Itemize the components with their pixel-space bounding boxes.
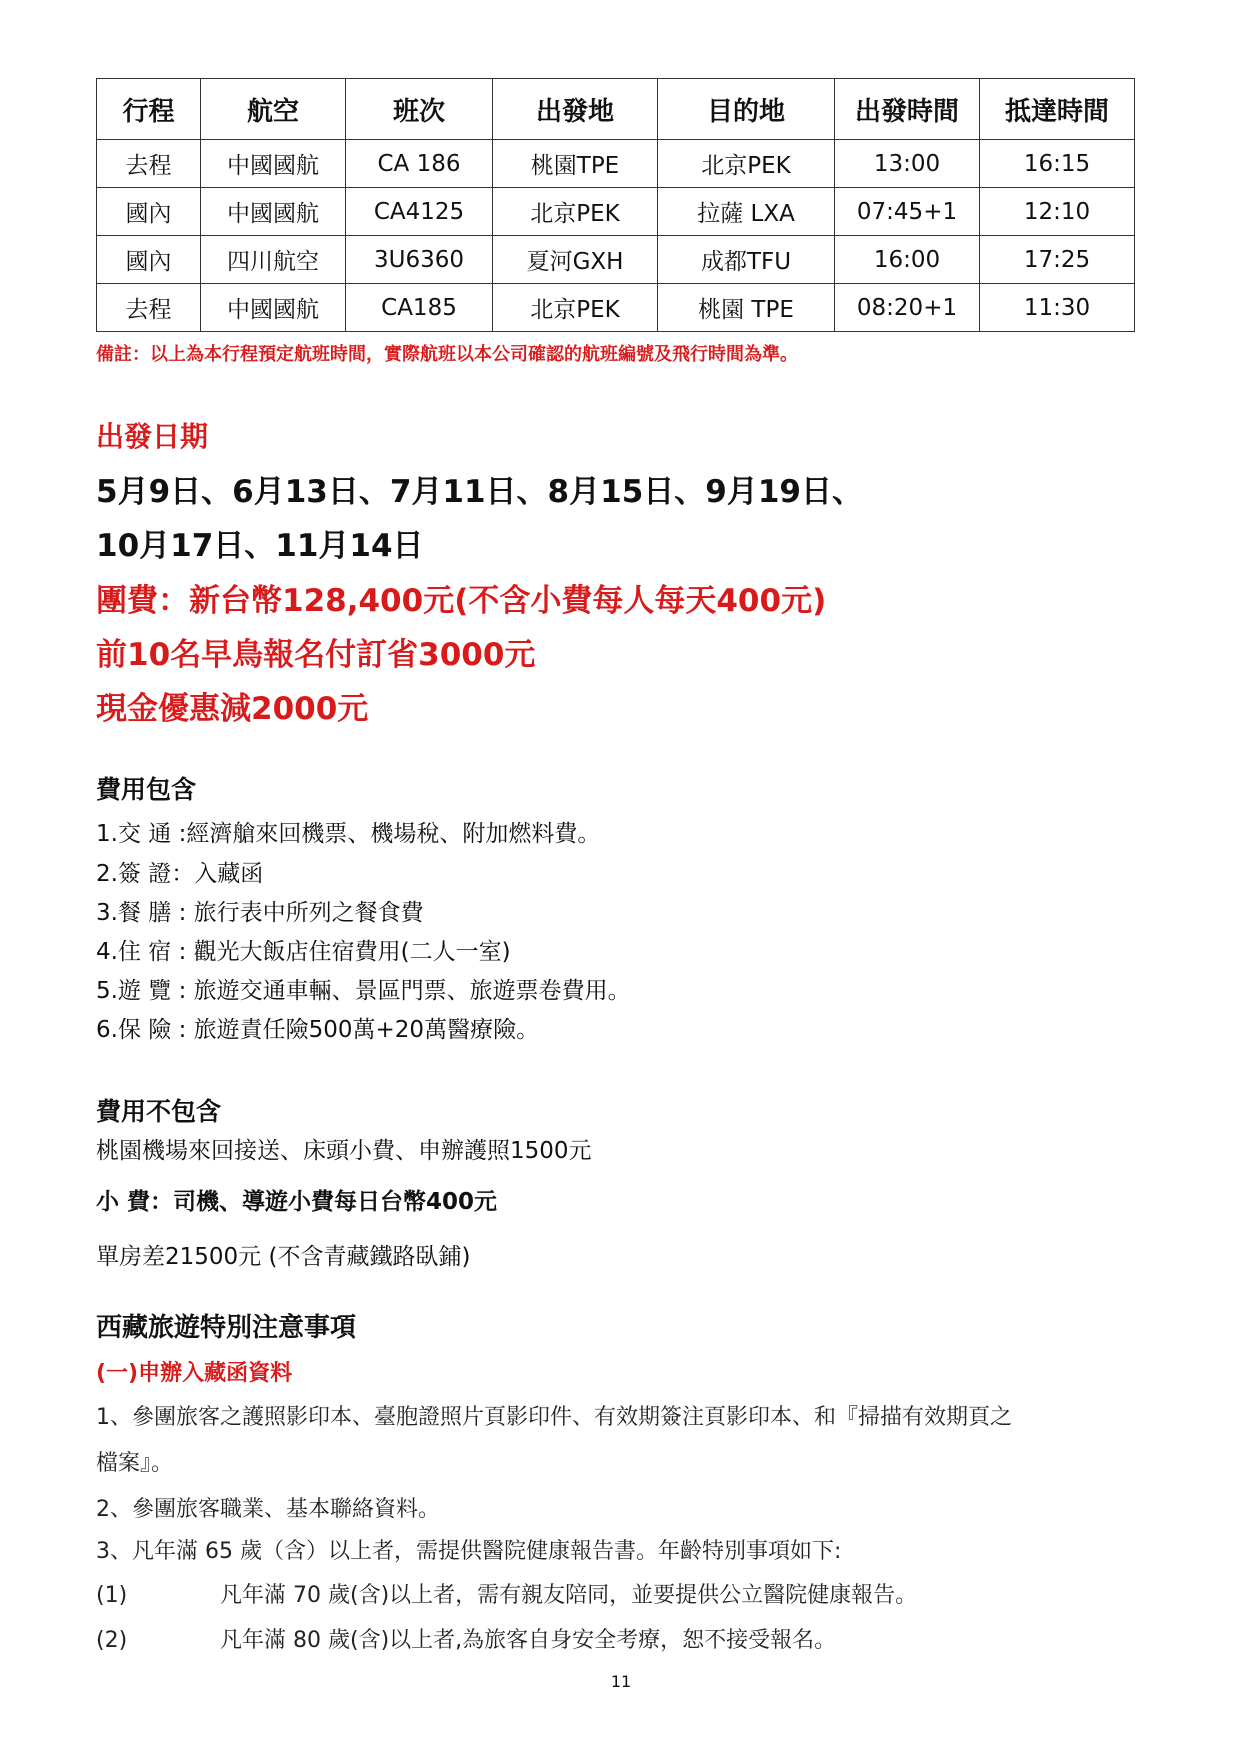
column-header: 出發時間 — [835, 79, 980, 140]
table-cell: CA185 — [346, 284, 493, 332]
included-item: 5.遊 覽 : 旅遊交通車輛、景區門票、旅遊票卷費用。 — [96, 978, 631, 1004]
early-bird-discount: 前10名早鳥報名付訂省3000元 — [96, 637, 536, 673]
table-cell: 3U6360 — [346, 236, 493, 284]
flight-note: 備註：以上為本行程預定航班時間，實際航班以本公司確認的航班編號及飛行時間為準。 — [96, 344, 798, 365]
rule-index: (2) — [96, 1628, 128, 1653]
table-cell: 12:10 — [980, 188, 1135, 236]
table-cell: 桃園TPE — [493, 140, 658, 188]
departure-title: 出發日期 — [96, 420, 209, 453]
tibet-paragraph: 2、參團旅客職業、基本聯絡資料。 — [96, 1497, 440, 1522]
included-item: 2.簽 證：入藏函 — [96, 861, 264, 887]
table-cell: 夏河GXH — [493, 236, 658, 284]
table-row — [97, 236, 1135, 284]
table-cell: 去程 — [97, 284, 201, 332]
included-item: 3.餐 膳 : 旅行表中所列之餐食費 — [96, 900, 424, 926]
table-cell: 北京PEK — [493, 188, 658, 236]
table-cell: 成都TFU — [658, 236, 835, 284]
table-cell: CA 186 — [346, 140, 493, 188]
departure-dates-line1: 5月9日、6月13日、7月11日、8月15日、9月19日、 — [96, 474, 863, 510]
table-cell: 07:45+1 — [835, 188, 980, 236]
table-cell: 13:00 — [835, 140, 980, 188]
table-cell: 中國國航 — [201, 284, 346, 332]
tip-info: 小 費：司機、導遊小費每日台幣400元 — [96, 1189, 498, 1215]
table-cell: 北京PEK — [658, 140, 835, 188]
cash-discount: 現金優惠減2000元 — [96, 691, 369, 727]
tibet-paragraph: 檔案』。 — [96, 1451, 174, 1476]
table-cell: 北京PEK — [493, 284, 658, 332]
table-cell: 桃園 TPE — [658, 284, 835, 332]
tibet-age-rule — [96, 1578, 917, 1609]
included-item: 1.交 通 :經濟艙來回機票、機場稅、附加燃料費。 — [96, 821, 601, 847]
table-cell: 11:30 — [980, 284, 1135, 332]
table-cell: 16:15 — [980, 140, 1135, 188]
included-item: 4.住 宿 : 觀光大飯店住宿費用(二人一室) — [96, 939, 511, 965]
tour-fee: 團費：新台幣128,400元(不含小費每人每天400元) — [96, 583, 827, 619]
table-row — [97, 284, 1135, 332]
flight-table — [96, 78, 1135, 332]
column-header: 航空 — [201, 79, 346, 140]
table-cell: 中國國航 — [201, 188, 346, 236]
table-cell: 08:20+1 — [835, 284, 980, 332]
table-cell: 國內 — [97, 188, 201, 236]
single-room-supplement: 單房差21500元 (不含青藏鐵路臥鋪) — [96, 1244, 471, 1270]
column-header: 目的地 — [658, 79, 835, 140]
table-cell: 17:25 — [980, 236, 1135, 284]
excluded-line: 桃園機場來回接送、床頭小費、申辦護照1500元 — [96, 1138, 592, 1164]
tibet-paragraph: 3、凡年滿 65 歲（含）以上者，需提供醫院健康報告書。年齡特別事項如下: — [96, 1539, 842, 1564]
table-cell: 國內 — [97, 236, 201, 284]
included-title: 費用包含 — [96, 775, 197, 804]
column-header: 抵達時間 — [980, 79, 1135, 140]
tibet-paragraph: 1、參團旅客之護照影印本、臺胞證照片頁影印件、有效期簽注頁影印本、和『掃描有效期頁之 — [96, 1405, 1013, 1430]
column-header: 班次 — [346, 79, 493, 140]
tibet-age-rule — [96, 1623, 836, 1654]
column-header: 行程 — [97, 79, 201, 140]
table-row — [97, 188, 1135, 236]
table-row — [97, 140, 1135, 188]
table-cell: CA4125 — [346, 188, 493, 236]
table-cell: 去程 — [97, 140, 201, 188]
table-cell: 中國國航 — [201, 140, 346, 188]
departure-dates-line2: 10月17日、11月14日 — [96, 528, 424, 564]
tibet-notes-title: 西藏旅遊特別注意事項 — [96, 1313, 357, 1343]
excluded-title: 費用不包含 — [96, 1097, 222, 1126]
table-cell: 拉薩 LXA — [658, 188, 835, 236]
page-number: 11 — [610, 1672, 632, 1691]
rule-index: (1) — [96, 1583, 128, 1608]
included-item: 6.保 險 : 旅遊責任險500萬+20萬醫療險。 — [96, 1017, 540, 1043]
table-header-row — [97, 79, 1135, 140]
rule-text: 凡年滿 80 歲(含)以上者,為旅客自身安全考療，恕不接受報名。 — [220, 1628, 837, 1653]
table-cell: 四川航空 — [201, 236, 346, 284]
column-header: 出發地 — [493, 79, 658, 140]
rule-text: 凡年滿 70 歲(含)以上者，需有親友陪同，並要提供公立醫院健康報告。 — [220, 1583, 918, 1608]
table-cell: 16:00 — [835, 236, 980, 284]
tibet-permit-subtitle: (一)申辦入藏函資料 — [96, 1361, 293, 1386]
